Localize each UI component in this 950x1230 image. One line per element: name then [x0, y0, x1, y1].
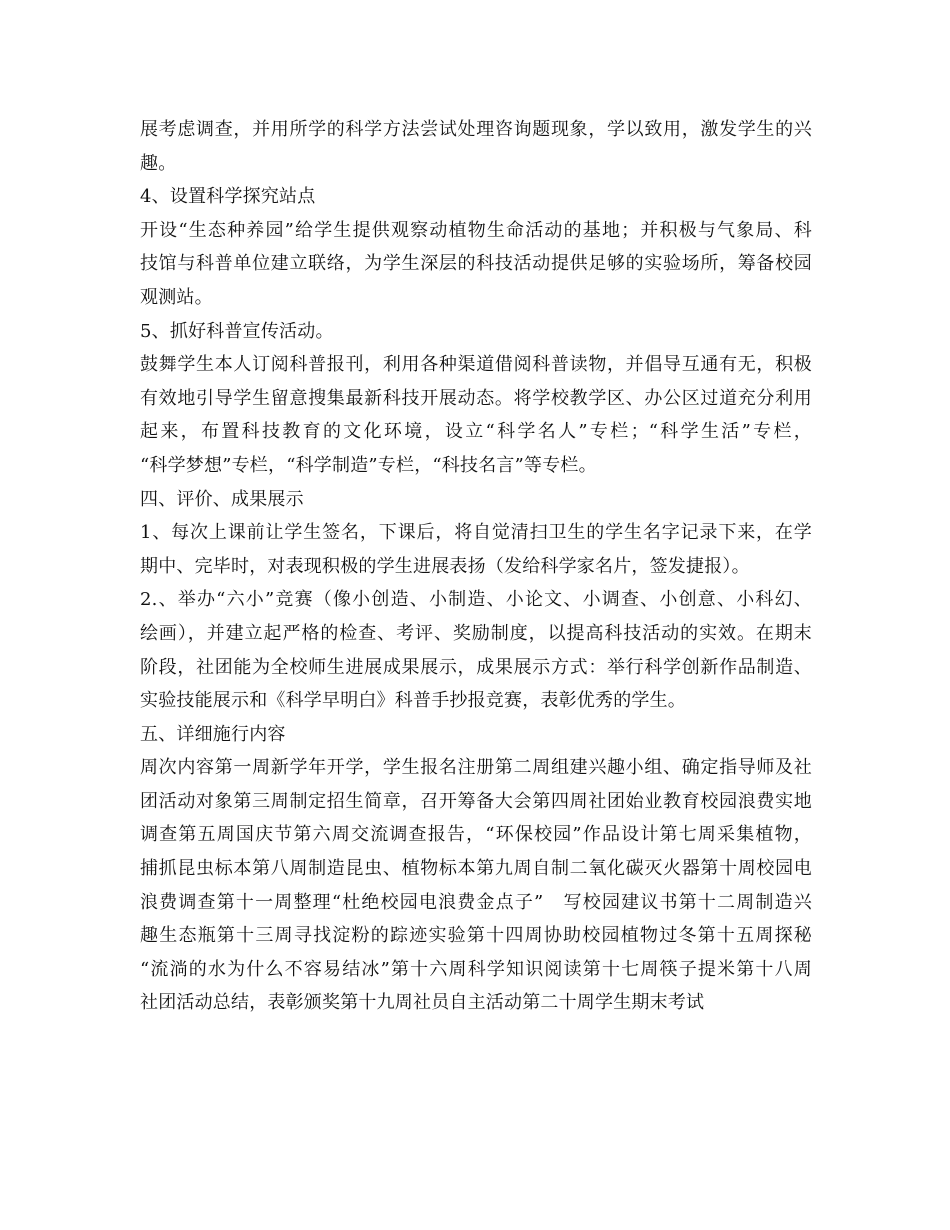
text-line: 周次内容第一周新学年开学，学生报名注册第二周组建兴趣小组、确定指导师及社 — [140, 757, 812, 779]
text-line: 趣生态瓶第十三周寻找淀粉的踪迹实验第十四周协助校园植物过冬第十五周探秘 — [140, 925, 812, 947]
text-line: 社团活动总结，表彰颁奖第十九周社员自主活动第二十周学生期末考试 — [140, 992, 705, 1014]
text-line: 绘画），并建立起严格的检查、考评、奖励制度，以提高科技活动的实效。在期末 — [140, 622, 812, 644]
text-line: 阶段，社团能为全校师生进展成果展示，成果展示方式：举行科学创新作品制造、 — [140, 656, 812, 678]
document-body — [140, 113, 812, 1020]
text-line: 4、设置科学探究站点 — [140, 186, 316, 208]
text-line: 四、评价、成果展示 — [140, 488, 304, 510]
text-line: 期中、完毕时，对表现积极的学生进展表扬（发给科学家名片，签发捷报）。 — [140, 555, 750, 577]
text-line: 有效地引导学生留意搜集最新科技开展动态。将学校教学区、办公区过道充分利用 — [140, 387, 812, 409]
text-line: 观测站。 — [140, 286, 213, 308]
text-line: 五、详细施行内容 — [140, 723, 286, 745]
text-line: 起来，布置科技教育的文化环境，设立“科学名人”专栏；“科学生活”专栏， — [140, 421, 812, 443]
text-line: “科学梦想”专栏，“科学制造”专栏，“科技名言”等专栏。 — [140, 454, 597, 476]
text-line: 调查第五周国庆节第六周交流调查报告，“环保校园”作品设计第七周采集植物， — [140, 824, 812, 846]
text-line: 团活动对象第三周制定招生简章，召开筹备大会第四周社团始业教育校园浪费实地 — [140, 790, 812, 812]
text-line: 5、抓好科普宣传活动。 — [140, 320, 334, 342]
text-line: 技馆与科普单位建立联络，为学生深层的科技活动提供足够的实验场所，筹备校园 — [140, 253, 812, 275]
text-line: 鼓舞学生本人订阅科普报刊，利用各种渠道借阅科普读物，并倡导互通有无，积极 — [140, 354, 812, 376]
text-line: 捕抓昆虫标本第八周制造昆虫、植物标本第九周自制二氧化碳灭火器第十周校园电 — [140, 858, 812, 880]
text-line: 开设“生态种养园”给学生提供观察动植物生命活动的基地；并积极与气象局、科 — [140, 219, 812, 241]
text-line: 实验技能展示和《科学早明白》科普手抄报竞赛，表彰优秀的学生。 — [140, 690, 686, 712]
text-line: 浪费调查第十一周整理“杜绝校园电浪费金点子” 写校园建议书第十二周制造兴 — [140, 891, 812, 913]
text-line: 趣。 — [140, 152, 177, 174]
text-line: 1、每次上课前让学生签名，下课后，将自觉清扫卫生的学生名字记录下来，在学 — [140, 522, 812, 544]
text-line: 2.、举办“六小”竞赛（像小创造、小制造、小论文、小调查、小创意、小科幻、 — [140, 589, 812, 611]
text-line: 展考虑调查，并用所学的科学方法尝试处理咨询题现象，学以致用，激发学生的兴 — [140, 119, 812, 140]
text-line: “流淌的水为什么不容易结冰”第十六周科学知识阅读第十七周筷子提米第十八周 — [140, 958, 812, 980]
